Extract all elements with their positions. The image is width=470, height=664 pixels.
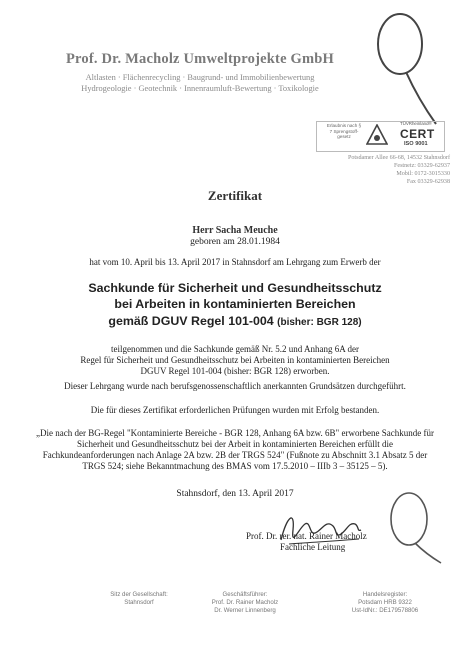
para4-line: TRGS 524; siehe Bekanntmachung des BMAS vom 17.5.2010 – IIIb 3 – 35125 – 5).: [82, 461, 388, 471]
footer-register: [330, 591, 440, 615]
footer-value: Dr. Werner Linnenberg: [214, 607, 276, 614]
footer-label: Sitz der Gesellschaft:: [110, 591, 168, 598]
paragraph-qualification: [0, 344, 470, 377]
footer-value: Stahnsdorf: [124, 599, 154, 606]
address: Potsdamer Allee 66-68, 14532 Stahnsdorf: [347, 155, 450, 161]
regulation-note: (bisher: BGR 128): [277, 317, 362, 328]
paragraph-trgs: [0, 428, 470, 472]
para1-line: DGUV Regel 101-004 (bisher: BGR 128) erworben.: [140, 366, 330, 376]
mobile: Mobil: 0172-3015330: [396, 171, 450, 177]
phone: Festnetz: 03329-62937: [393, 163, 450, 169]
footer-value: Potsdam HRB 9322: [358, 599, 412, 606]
company-name: Prof. Dr. Macholz Umweltprojekte GmbH: [65, 51, 335, 67]
paragraph-principles: Dieser Lehrgang wurde nach berufsgenossenschaftlich anerkannten Grundsätzen durchgeführt.: [64, 381, 406, 391]
certification-triangle-icon: [366, 124, 388, 146]
ring-logo-icon: [372, 4, 442, 128]
para1-line: teilgenommen und die Sachkunde gemäß Nr. 5.2 und Anhang 6A der: [111, 344, 359, 354]
footer-value: Prof. Dr. Rainer Macholz: [211, 599, 279, 606]
signer-name: Prof. Dr. rer. nat. Rainer Macholz: [246, 531, 367, 541]
course-heading-1: Sachkunde für Sicherheit und Gesundheitsschutz: [88, 281, 382, 295]
footer-management: [190, 591, 300, 615]
para4-line: Sicherheit und Gesundheitsschutz bei der Arbeit in kontaminierten Bereichen erfüllt die: [77, 439, 393, 449]
place-date: Stahnsdorf, den 13. April 2017: [176, 489, 294, 499]
explosives-permit-note: Erlaubnis nach § 7 Sprengstoff-gesetz: [326, 123, 362, 140]
fax: Fax 03329-62938: [406, 179, 450, 185]
birth-date: geboren am 28.01.1984: [190, 237, 280, 247]
footer-seat: [84, 591, 194, 607]
services-line-2: Hydrogeologie · Geotechnik · Innenraumluft-Bewertung · Toxikologie: [81, 84, 319, 93]
services-line-1: Altlasten · Flächenrecycling · Baugrund- und Immobilienbewertung: [85, 73, 315, 82]
signer-role: Fachliche Leitung: [280, 542, 346, 552]
footer-label: Geschäftsführer:: [222, 591, 268, 598]
course-heading-3: [0, 314, 470, 328]
tuv-label: TÜVRheinland®: [400, 121, 432, 126]
iso-label: ISO 9001: [404, 141, 428, 147]
para4-line: Fachkundeanforderungen nach Anlage 2A bzw. 2B der TRGS 524" (Fußnote zu Abschnitt 3.1 Absatz 5 der: [42, 450, 428, 460]
footer-label: Handelsregister:: [362, 591, 408, 598]
recipient-name: Herr Sacha Meuche: [192, 225, 278, 236]
certificate-title: Zertifikat: [207, 188, 263, 203]
attendance-text: hat vom 10. April bis 13. April 2017 in Stahnsdorf am Lehrgang zum Erwerb der: [89, 257, 381, 267]
regulation-name: gemäß DGUV Regel 101-004: [108, 314, 274, 328]
para1-line: Regel für Sicherheit und Gesundheitsschutz bei Arbeiten in kontaminierten Bereichen: [80, 355, 390, 365]
course-heading-2: bei Arbeiten in kontaminierten Bereichen: [114, 297, 356, 311]
company-stamp-icon: [363, 487, 455, 565]
para4-line: „Die nach der BG-Regel "Kontaminierte Bereiche - BGR 128, Anhang 6A bzw. 6B" erworbene Sachkunde für: [36, 428, 434, 438]
footer-value: Ust-IdNr.: DE179578806: [351, 607, 419, 614]
tuv-cert-logo: CERT: [400, 127, 435, 141]
paragraph-exams: Die für dieses Zertifikat erforderlichen Prüfungen wurden mit Erfolg bestanden.: [90, 405, 380, 415]
